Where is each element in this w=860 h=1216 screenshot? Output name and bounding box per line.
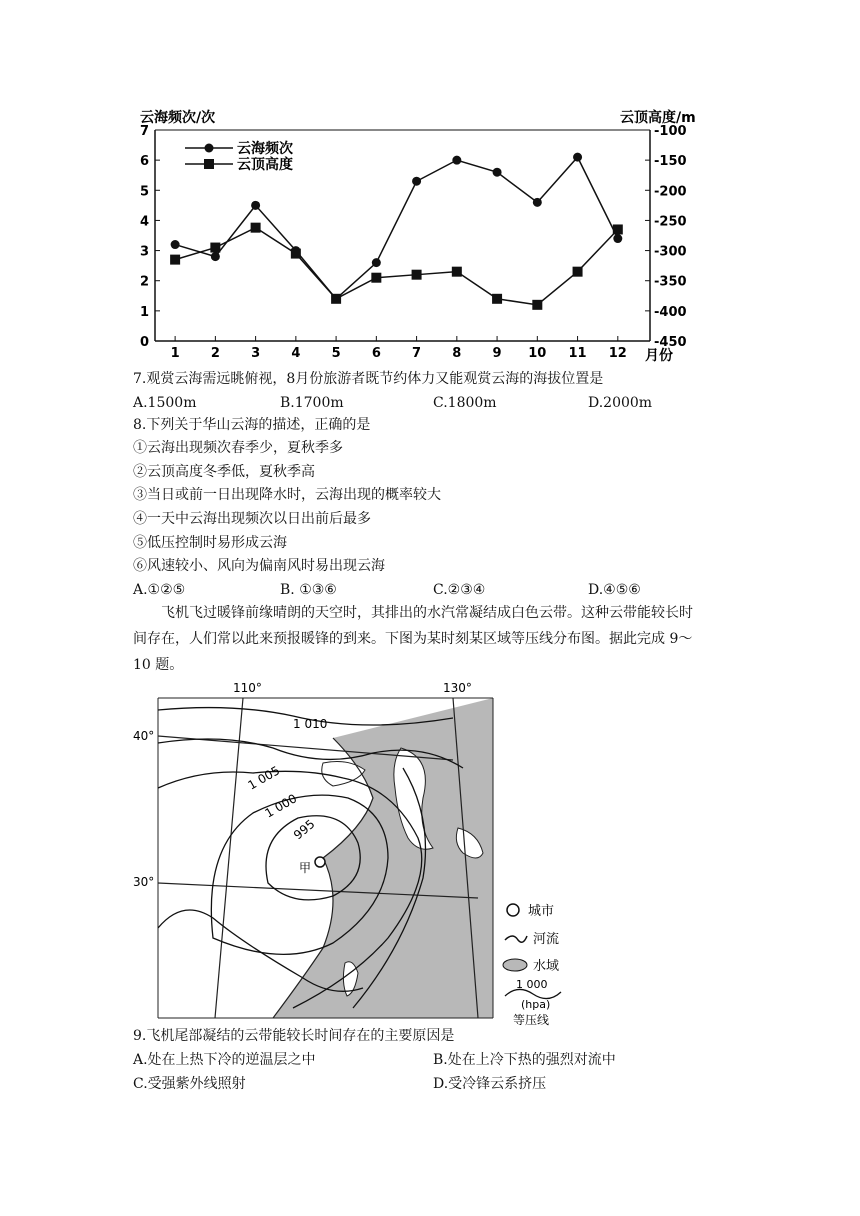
label-lat-40: 40° [133, 729, 155, 743]
x-tick-label: 11 [568, 346, 587, 361]
series-2-point [251, 223, 261, 233]
series-line-1 [175, 157, 618, 299]
q9-option-b[interactable]: B.处在上冷下热的强烈对流中 [433, 1052, 616, 1068]
right-tick-label: -150 [654, 154, 687, 170]
series-line-2 [175, 228, 618, 305]
passage-line-1: 飞机飞过暖锋前缘晴朗的天空时，其排出的水汽常凝结成白色云带。这种云带能较长时 [161, 605, 693, 621]
passage [133, 600, 745, 678]
series-1-point [211, 252, 220, 261]
right-tick-label: -100 [654, 124, 687, 139]
right-tick-label: -250 [654, 214, 687, 230]
x-tick-label: 9 [492, 346, 502, 361]
q8-statement-6: ⑥风速较小、风向为偏南风时易出现云海 [133, 558, 385, 574]
series-2-point [210, 243, 220, 253]
isobar-map [133, 678, 593, 1026]
series-1-point [613, 234, 622, 243]
legend-water: 水域 [533, 959, 560, 974]
series-2-point [613, 224, 623, 234]
label-lat-30: 30° [133, 875, 155, 889]
q8-statement-4: ④一天中云海出现频次以日出前后最多 [133, 511, 371, 527]
x-tick-label: 6 [371, 346, 381, 361]
series-1-point [493, 168, 502, 177]
series-2-point [492, 294, 502, 304]
q8-option-b[interactable]: B. ①③⑥ [280, 582, 337, 598]
x-tick-label: 12 [608, 346, 627, 361]
passage-line-2: 间存在，人们常以此来预报暖锋的到来。下图为某时刻某区域等压线分布图。据此完成 9～ [133, 631, 693, 647]
q8-statement-1: ①云海出现频次春季少，夏秋季多 [133, 440, 343, 456]
series-2-point [170, 255, 180, 265]
right-tick-label: -350 [654, 274, 687, 290]
legend-series-frequency: 云海频次 [237, 141, 293, 157]
legend-isobar: 等压线 [513, 1013, 550, 1026]
map-legend [503, 904, 561, 1026]
legend-isobar-value: 1 000 [516, 978, 548, 991]
q9-stem: 9.飞机尾部凝结的云带能较长时间存在的主要原因是 [133, 1028, 455, 1044]
q8-statement-3: ③当日或前一日出现降水时，云海出现的概率较大 [133, 487, 441, 503]
label-lon-130: 130° [443, 681, 472, 695]
right-tick-label: -400 [654, 304, 687, 320]
q8-statement-5: ⑤低压控制时易形成云海 [133, 535, 287, 551]
chart-canvas [135, 100, 735, 370]
left-tick-label: 4 [139, 214, 149, 230]
series-1-point [573, 153, 582, 162]
legend-river-icon [505, 936, 527, 942]
q8-option-a[interactable]: A.①②⑤ [133, 582, 186, 598]
q8-stem: 8.下列关于华山云海的描述，正确的是 [133, 417, 371, 433]
left-tick-label: 0 [139, 335, 149, 350]
series-1-point [251, 201, 260, 210]
label-city: 甲 [299, 861, 312, 875]
right-tick-label: -300 [654, 244, 687, 260]
left-tick-label: 7 [139, 124, 149, 139]
q7-option-d[interactable]: D.2000m [588, 395, 653, 411]
series-2-point [452, 267, 462, 277]
series-2-point [291, 249, 301, 259]
series-2-point [573, 267, 583, 277]
q8-option-d[interactable]: D.④⑤⑥ [588, 582, 641, 598]
passage-line-3: 10 题。 [133, 657, 184, 673]
q9-option-d[interactable]: D.受冷锋云系挤压 [433, 1076, 547, 1092]
q7-option-b[interactable]: B.1700m [280, 395, 344, 411]
left-tick-label: 2 [139, 274, 149, 290]
cloud-sea-chart [135, 100, 735, 370]
chart-left-axis-label: 云海频次/次 [140, 110, 216, 126]
label-isobar-1005: 1 005 [245, 763, 283, 793]
label-lon-110: 110° [233, 681, 262, 695]
x-tick-label: 10 [528, 346, 547, 361]
series-1-point [533, 198, 542, 207]
right-tick-label: -200 [654, 184, 687, 200]
x-tick-label: 1 [170, 346, 180, 361]
left-tick-label: 3 [139, 244, 149, 260]
sea-area [273, 698, 493, 1018]
series-1-point [452, 156, 461, 165]
label-isobar-1010: 1 010 [293, 717, 328, 731]
q9-option-c[interactable]: C.受强紫外线照射 [133, 1076, 246, 1092]
q7-option-c[interactable]: C.1800m [433, 395, 497, 411]
chart-x-axis-label: 月份 [645, 348, 673, 364]
series-2-point [532, 300, 542, 310]
left-tick-label: 6 [139, 154, 149, 170]
q8-statement-2: ②云顶高度冬季低，夏秋季高 [133, 464, 315, 480]
q7-option-a[interactable]: A.1500m [133, 395, 197, 411]
legend-isobar-unit: (hpa) [521, 998, 551, 1011]
q9-option-a[interactable]: A.处在上热下冷的逆温层之中 [133, 1052, 316, 1068]
x-tick-label: 7 [412, 346, 422, 361]
chart-series [170, 153, 623, 310]
right-tick-label: -450 [654, 335, 687, 350]
label-isobar-995: 995 [290, 816, 318, 843]
legend-river: 河流 [533, 932, 560, 947]
x-tick-label: 5 [331, 346, 341, 361]
left-tick-label: 1 [139, 304, 149, 320]
legend-city-icon [507, 904, 519, 916]
legend-water-icon [503, 959, 527, 971]
left-tick-label: 5 [139, 184, 149, 200]
legend-city: 城市 [528, 904, 555, 919]
x-tick-label: 4 [291, 346, 301, 361]
chart-axes [155, 130, 650, 341]
x-tick-label: 3 [251, 346, 261, 361]
series-2-point [371, 273, 381, 283]
legend-series-top-height: 云顶高度 [237, 157, 293, 173]
label-isobar-1000: 1 000 [262, 791, 300, 821]
series-2-point [412, 270, 422, 280]
q7-stem: 7.观赏云海需远眺俯视，8月份旅游者既节约体力又能观赏云海的海拔位置是 [133, 371, 604, 387]
x-tick-label: 2 [210, 346, 220, 361]
city-marker [315, 857, 325, 867]
x-tick-label: 8 [452, 346, 462, 361]
series-1-point [372, 258, 381, 267]
series-2-point [331, 294, 341, 304]
series-1-point [171, 240, 180, 249]
map-canvas [133, 678, 593, 1026]
series-1-point [412, 177, 421, 186]
chart-legend [185, 140, 293, 173]
chart-right-axis-label: 云顶高度/m [620, 110, 696, 126]
q8-option-c[interactable]: C.②③④ [433, 582, 486, 598]
